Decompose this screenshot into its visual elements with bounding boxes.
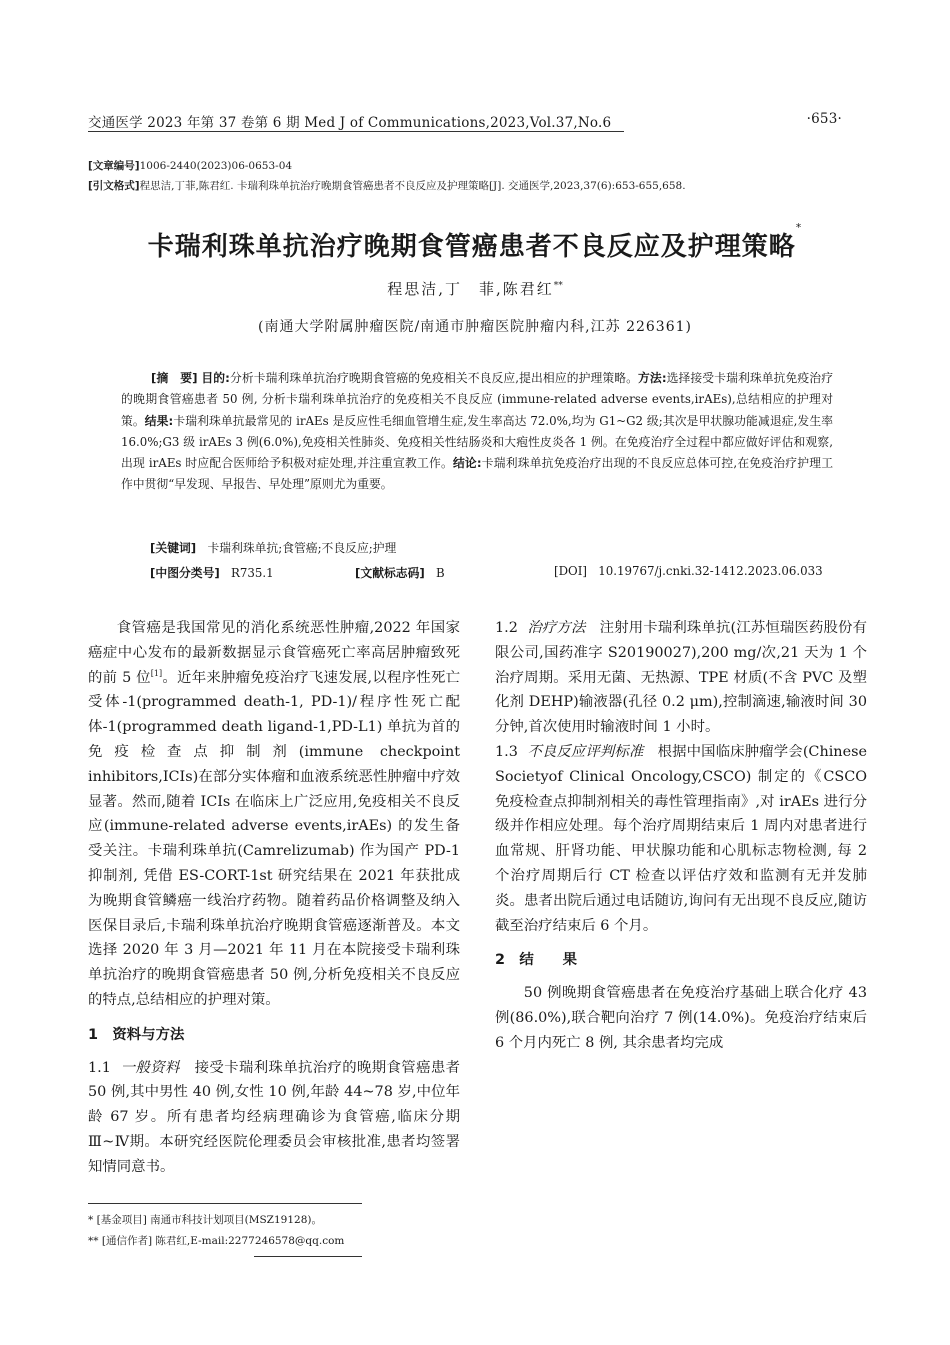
result-label: 结果: <box>144 413 174 428</box>
footnote-rule <box>88 1203 362 1204</box>
correspondence-mark: ** <box>88 1235 99 1247</box>
body-left-column <box>88 616 460 1180</box>
method-label: 方法: <box>638 371 667 385</box>
title-text: 卡瑞利珠单抗治疗晚期食管癌患者不良反应及护理策略 <box>147 232 796 262</box>
clc-value: R735.1 <box>231 566 274 580</box>
funding-mark: * <box>88 1214 94 1226</box>
page-number: ·653· <box>806 111 842 127</box>
section-1-1-paragraph <box>88 1056 460 1180</box>
abstract <box>121 368 833 496</box>
doc-label: [文献标志码] <box>355 566 425 580</box>
citation-value: 程思洁,丁菲,陈君红. 卡瑞利珠单抗治疗晚期食管癌患者不良反应及护理策略[J]. 交通医学,2023,37(6):653-655,658. <box>139 180 686 192</box>
article-number <box>88 158 292 173</box>
doc-code <box>355 564 445 581</box>
title-footnote-mark: * <box>795 221 803 234</box>
keywords-text: 卡瑞利珠单抗;食管癌;不良反应;护理 <box>207 541 397 555</box>
intro-paragraph <box>88 616 460 1013</box>
correspondence-text: 陈君红,E-mail:2277246578@qq.com <box>155 1235 345 1247</box>
article-number-label: [文章编号] <box>88 160 140 172</box>
method-text: 选择接受卡瑞利珠单抗免疫治疗的晚期食管癌患者 50 例, 分析卡瑞利珠单抗治疗的免疫相关不良反应 (immune-related adverse events,irAEs),总结相应的护理对策。 <box>121 371 833 428</box>
section-1-3-paragraph <box>495 740 867 938</box>
section-1-1-number: 1.1 <box>88 1059 111 1076</box>
footnote-end-rule <box>254 1256 362 1257</box>
conclusion-label: 结论: <box>452 456 482 471</box>
objective-text: 分析卡瑞利珠单抗治疗晚期食管癌的免疫相关不良反应,提出相应的护理策略。 <box>229 371 639 385</box>
section-1-1-text: 接受卡瑞利珠单抗治疗的晚期食管癌患者 50 例,其中男性 40 例,女性 10 例,年龄 44~78 岁,中位年龄 67 岁。所有患者均经病理确诊为食管癌,临床分期Ⅲ~Ⅳ期。本研究经医院伦理委员会审核批准,患者均签署知情同意书。 <box>88 1059 460 1175</box>
doi-label: [DOI] <box>554 564 587 578</box>
conclusion-text: 卡瑞利珠单抗免疫治疗出现的不良反应总体可控,在免疫治疗护理工作中贯彻“早发现、早报告、早处理”原则尤为重要。 <box>121 456 833 492</box>
abstract-label: [摘 要] <box>151 371 198 385</box>
header-rule <box>88 131 624 132</box>
clc-code <box>150 564 274 581</box>
citation-label: [引文格式] <box>88 180 140 192</box>
funding-label: [基金项目] <box>96 1214 147 1226</box>
section-1-3-title: 不良反应评判标准 <box>527 743 644 760</box>
doc-value: B <box>436 566 445 580</box>
keywords <box>150 539 396 556</box>
doi <box>554 564 823 578</box>
clc-label: [中图分类号] <box>150 566 220 580</box>
affiliation: (南通大学附属肿瘤医院/南通市肿瘤医院肿瘤内科,江苏 226361) <box>258 319 692 335</box>
doi-value: 10.19767/j.cnki.32-1412.2023.06.033 <box>598 564 823 578</box>
section-2-paragraph: 50 例晚期食管癌患者在免疫治疗基础上联合化疗 43 例(86.0%),联合靶向治疗 7 例(14.0%)。免疫治疗结束后 6 个月内死亡 8 例, 其余患者均完成 <box>495 985 867 1051</box>
citation-format <box>88 178 686 193</box>
section-1-3-text: 根据中国临床肿瘤学会(Chinese Societyof Clinical Oncology,CSCO) 制定的《CSCO 免疫检查点抑制剂相关的毒性管理指南》,对 irAEs 进行分级并作相应处理。每个治疗周期结束后 1 周内对患者进行血常规、肝肾功能、甲状腺功能和心肌标志物检测, 每 2 个治疗周期后行 CT 检查以评估疗效和监测有无并发肺炎。患者出院后通过电话随访,询问有无出现不良反应,随访截至治疗结束后 6 个月。 <box>495 743 867 934</box>
funding-text: 南通市科技计划项目(MSZ19128)。 <box>150 1214 322 1226</box>
journal-info: 交通医学 2023 年第 37 卷第 6 期 Med J of Communications,2023,Vol.37,No.6 <box>88 115 612 131</box>
author-footnote-mark: ** <box>553 281 563 291</box>
running-header <box>88 111 842 131</box>
keywords-label: [关键词] <box>150 541 197 555</box>
section-1-3-number: 1.3 <box>495 743 518 760</box>
correspondence-label: [通信作者] <box>101 1235 153 1247</box>
objective-label: 目的: <box>201 371 230 385</box>
article-number-value: 1006-2440(2023)06-0653-04 <box>139 160 293 172</box>
authors <box>0 278 950 299</box>
author-names: 程思洁,丁 菲,陈君红 <box>387 280 554 298</box>
section-1-2-paragraph <box>495 616 867 740</box>
section-1-1-title: 一般资料 <box>120 1059 180 1076</box>
section-2-heading: 2 结 果 <box>495 952 577 969</box>
section-1-2-number: 1.2 <box>495 620 518 636</box>
intro-text-rest: 。近年来肿瘤免疫治疗飞速发展,以程序性死亡受体-1(programmed death-1, PD-1)/程序性死亡配体-1(programmed death ligand-1,PD-L1) 单抗为首的免疫检查点抑制剂(immune checkpoint inhibitors,ICIs)在部分实体瘤和血液系统恶性肿瘤中疗效显著。然而,随着 ICIs 在临床上广泛应用,免疫相关不良反应(immune-related adverse events,irAEs) 的发生备受关注。卡瑞利珠单抗(Camrelizumab) 作为国产 PD-1 抑制剂, 凭借 ES-CORT-1st 研究结果在 2021 年获批成为晚期食管鳞癌一线治疗药物。随着药品价格调整及纳入医保目录后,卡瑞利珠单抗治疗晚期食管癌逐渐普及。本文选择 2020 年 3 月—2021 年 11 月在本院接受卡瑞利珠单抗治疗的晚期食管癌患者 50 例,分析免疫相关不良反应的特点,总结相应的护理对策。 <box>88 669 460 1008</box>
section-1-2-title: 治疗方法 <box>527 620 586 636</box>
result-text: 卡瑞利珠单抗最常见的 irAEs 是反应性毛细血管增生症,发生率高达 72.0%,均为 G1~G2 级;其次是甲状腺功能减退症,发生率 16.0%;G3 级 irAEs 3 例(6.0%),免疫相关性肺炎、免疫相关性结肠炎和大疱性皮炎各 1 例。在免疫治疗全过程中都应做好评估和观察,出现 irAEs 时应配合医师给予积极对症处理,并注重宣教工作。 <box>121 413 833 471</box>
section-1-2-text: 注射用卡瑞利珠单抗(江苏恒瑞医药股份有限公司,国药准字 S20190027),200 mg/次,21 天为 1 个治疗周期。采用无菌、无热源、TPE 材质(不含 PVC 及塑化剂 DEHP)输液器(孔径 0.2 μm),控制滴速,输液时间 30 分钟,首次使用时输液时间 1 小时。 <box>495 620 867 736</box>
intro-text: 食管癌是我国常见的消化系统恶性肿瘤,2022 年国家癌症中心发布的最新数据显示食管癌死亡率高居肿瘤致死的前 5 位 <box>88 620 460 686</box>
section-1-heading: 1 资料与方法 <box>88 1026 185 1043</box>
footnote-funding <box>88 1212 322 1227</box>
footnote-correspondence <box>88 1233 344 1248</box>
intro-reference: [1] <box>150 668 163 678</box>
page-title <box>0 221 950 263</box>
body-right-column <box>495 616 867 1056</box>
